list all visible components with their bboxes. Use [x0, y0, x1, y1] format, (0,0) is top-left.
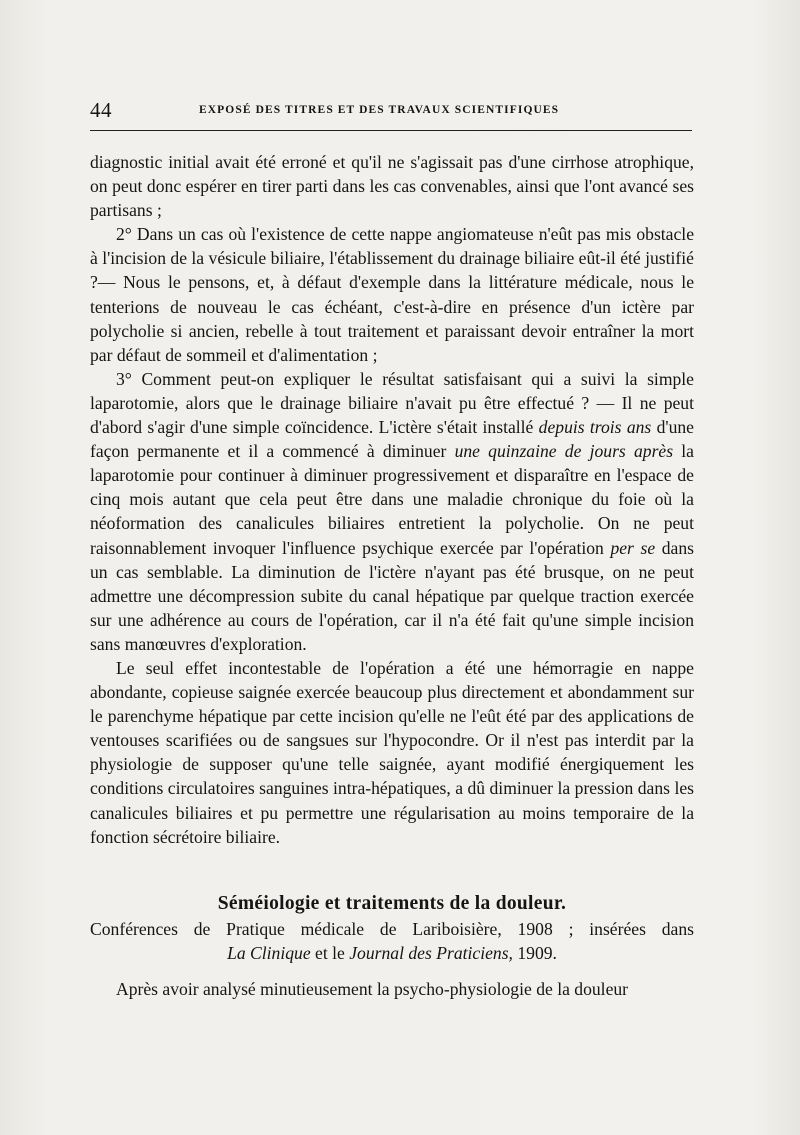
italic-text: une quinzaine de jours après	[454, 441, 674, 462]
spacer	[90, 965, 694, 977]
closing-paragraph: Après avoir analysé minutieusement la psycho-physiologie de la douleur	[116, 978, 629, 999]
text-run: et le	[310, 942, 350, 963]
text-run: d'une façon permanente et il a commencé à diminuer	[90, 417, 694, 462]
italic-text: La Clinique	[227, 942, 311, 963]
italic-text: per se	[610, 537, 656, 558]
section-reference	[90, 917, 694, 965]
section-title: Séméiologie et traitements de la douleur.	[217, 892, 567, 914]
text-run: 1909.	[512, 942, 557, 963]
body-text	[90, 150, 694, 1001]
page-number: 44	[90, 98, 112, 122]
text-run: la laparotomie pour continuer à diminuer progressivement et disparaître en l'espace de cinq mois autant que cela peut être dans une maladie chronique du foie où la néoformation des canalicules biliaires entretient la polycholie. On ne peut raisonnablement invoquer l'influence psychique exercée par l'opération	[90, 441, 694, 558]
reference-line-2	[90, 941, 694, 965]
text-run: dans un cas semblable. La diminution de l'ictère n'ayant pas été brusque, on ne peut admettre une décompression subite du canal hépatique par quelque traction exercée sur une adhérence au cours de l'opération, car il n'a été fait qu'une simple incision sans manœuvres d'exploration.	[90, 537, 694, 654]
italic-text: Journal des Praticiens,	[349, 942, 513, 963]
header-rule	[90, 130, 692, 131]
running-head: EXPOSÉ DES TITRES ET DES TRAVAUX SCIENTIFIQUES	[199, 104, 560, 116]
paragraph-1	[90, 150, 694, 222]
italic-text: depuis trois ans	[538, 417, 652, 438]
text-run: Le seul effet incontestable de l'opération a été une hémorragie en nappe abondante, copieuse saignée exercée beaucoup plus directement et abondamment sur le parenchyme hépatique par cette incision qu'elle ne l'eût été par des applications de ventouses scarifiées ou de sangsues sur l'hypocondre. Or il n'est pas interdit par la physiologie de supposer qu'une telle saignée, ayant modifié énergiquement les conditions circulatoires sanguines intra-hépatiques, a dû diminuer la pression dans les canalicules biliaires et pu permettre une régularisation au moins temporaire de la fonction sécrétoire biliaire.	[90, 657, 694, 847]
reference-line-1: Conférences de Pratique médicale de Lariboisière, 1908 ; insérées dans	[90, 918, 694, 939]
text-run: 2° Dans un cas où l'existence de cette nappe angiomateuse n'eût pas mis obstacle à l'incision de la vésicule biliaire, l'établissement du drainage biliaire eût-il été justifié ?— Nous le pensons, et, à défaut d'exemple dans la littérature médicale, nous le tenterions de nouveau le cas échéant, c'est-à-dire en présence d'un ictère par polycholie si ancien, rebelle à tout traitement et paraissant devoir entraîner la mort par défaut de sommeil et d'alimentation ;	[90, 224, 694, 365]
paragraph-4	[90, 656, 694, 849]
page-header	[90, 98, 692, 128]
paragraph-3	[90, 367, 694, 656]
text-run: 3° Comment peut-on expliquer le résultat satisfaisant qui a suivi la simple laparotomie, alors que le drainage biliaire n'avait pu être effectué ? — Il ne peut d'abord s'agir d'une simple coïncidence. L'ictère s'était installé	[90, 368, 694, 438]
paragraph-2	[90, 222, 694, 367]
text-run: diagnostic initial avait été erroné et qu'il ne s'agissait pas d'une cirrhose atrophique, on peut donc espérer en tirer parti dans les cas convenables, ainsi que l'ont avancé ses partisans ;	[90, 152, 694, 221]
